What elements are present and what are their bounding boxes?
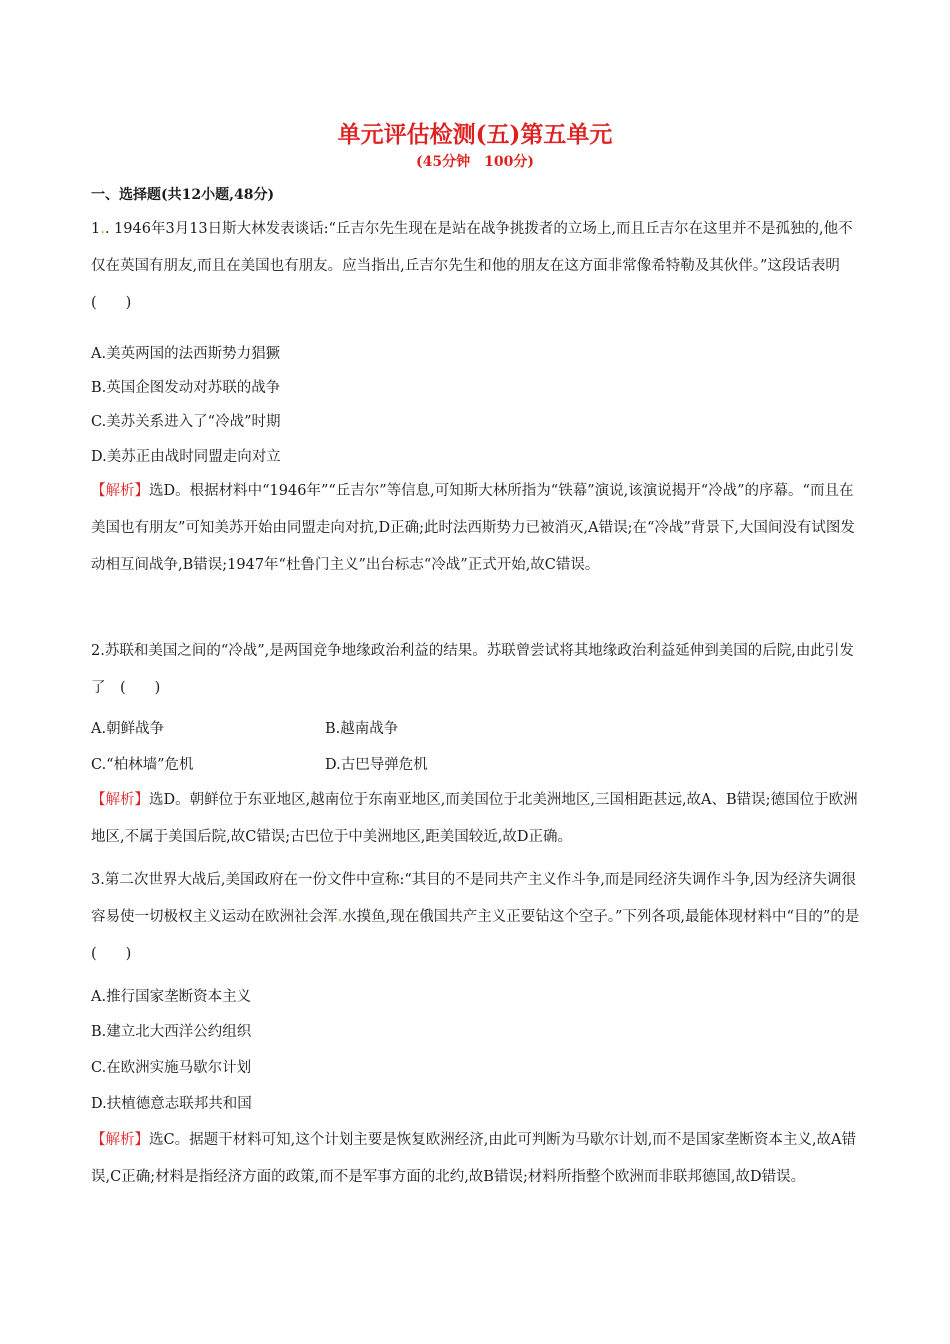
question-3-analysis	[91, 1122, 863, 1196]
question-1-option-a: A.美英两国的法西斯势力猖獗	[91, 346, 281, 362]
analysis-tag: 【解析】	[91, 483, 149, 499]
question-3-option-c: C.在欧洲实施马歇尔计划	[91, 1060, 252, 1076]
question-1-option-c: C.美苏关系进入了“冷战”时期	[91, 414, 281, 430]
question-2-analysis	[91, 782, 863, 856]
question-2-stem: 2.苏联和美国之间的“冷战”,是两国竞争地缘政治利益的结果。苏联曾尝试将其地缘政治利益延伸到美国的后院,由此引发了 ( )	[91, 643, 854, 696]
analysis-text: 选D。根据材料中“1946年”“丘吉尔”等信息,可知斯大林所指为“铁幕”演说,该演说揭开“冷战”的序幕。“而且在美国也有朋友”可知美苏开始由同盟走向对抗,D正确;此时法西斯势力已被消灭,A错误;在“冷战”背景下,大国间没有试图发动相互间战争,B错误;1947年“杜鲁门主义”出台标志“冷战”正式开始,故C错误。	[91, 483, 855, 573]
analysis-text: 选C。据题干材料可知,这个计划主要是恢复欧洲经济,由此可判断为马歇尔计划,而不是国家垄断资本主义,故A错误,C正确;材料是指经济方面的政策,而不是军事方面的北约,故B错误;材料所指整个欧洲而非联邦德国,故D错误。	[91, 1132, 856, 1185]
question-1-analysis	[91, 473, 863, 584]
question-2-option-d: D.古巴导弹危机	[325, 757, 428, 773]
question-number: 1	[91, 221, 101, 237]
edit-mark-icon: .	[337, 909, 343, 925]
question-2-option-a: A.朝鲜战争	[91, 721, 165, 737]
question-text: 3.第二次世界大战后,美国政府在一份文件中宣称:“其目的不是同共产主义作斗争,而是同经济失调作斗争,因为经济失调很容易使一切极权主义运动在欧洲社会浑	[91, 872, 856, 925]
analysis-tag: 【解析】	[91, 1132, 149, 1148]
question-1-option-d: D.美苏正由战时同盟走向对立	[91, 449, 281, 465]
question-text-cont: 水摸鱼,现在俄国共产主义正要钻这个空子。”下列各项,最能体现材料中“目的”的是 ( )	[91, 909, 874, 962]
question-2-option-b: B.越南战争	[325, 721, 399, 737]
page-subtitle: (45分钟 100分)	[416, 154, 534, 170]
edit-mark-icon: .	[100, 221, 105, 237]
question-3-option-d: D.扶植德意志联邦共和国	[91, 1096, 252, 1112]
question-3-option-a: A.推行国家垄断资本主义	[91, 989, 252, 1005]
question-text: . 1946年3月13日斯大林发表谈话:“丘吉尔先生现在是站在战争挑拨者的立场上,而且丘吉尔在这里并不是孤独的,他不仅在英国有朋友,而且在美国也有朋友。应当指出,丘吉尔先生和他的朋友在这方面非常像希特勒及其伙伴。”这段话表明 ( )	[91, 221, 855, 311]
analysis-tag: 【解析】	[91, 792, 149, 808]
question-1-option-b: B.英国企图发动对苏联的战争	[91, 380, 281, 396]
question-3-option-b: B.建立北大西洋公约组织	[91, 1024, 252, 1040]
question-1-stem	[91, 211, 863, 322]
page-title: 单元评估检测(五)第五单元	[337, 121, 613, 148]
analysis-text: 选D。朝鲜位于东亚地区,越南位于东南亚地区,而美国位于北美洲地区,三国相距甚远,故A、B错误;德国位于欧洲地区,不属于美国后院,故C错误;古巴位于中美洲地区,距美国较近,故D正确。	[91, 792, 858, 845]
section-title: 一、选择题(共12小题,48分)	[91, 187, 275, 203]
question-3-stem	[91, 862, 874, 973]
question-2-option-c: C.“柏林墙”危机	[91, 757, 194, 773]
